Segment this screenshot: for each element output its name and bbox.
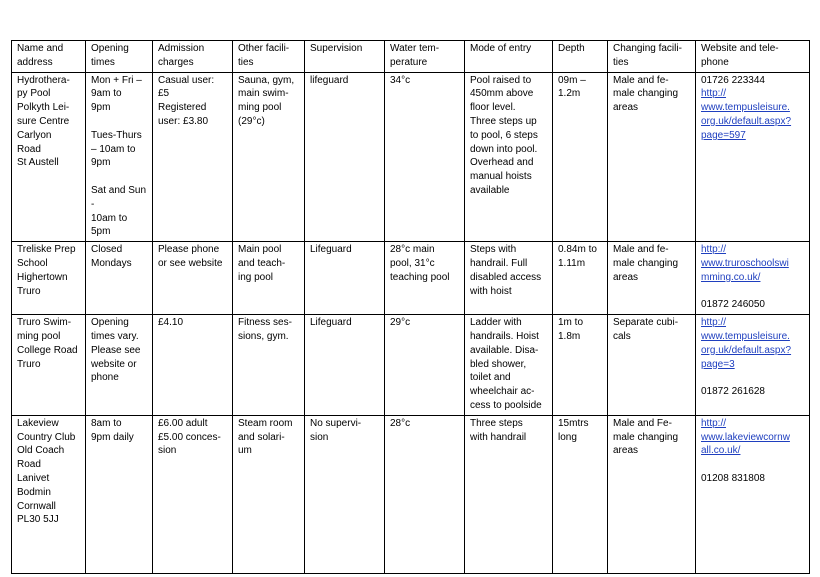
table-row [12, 315, 810, 416]
opening-times-cell: Closed Mondays [86, 242, 153, 315]
website-phone-cell [696, 315, 810, 416]
header-cell: Name and address [12, 41, 86, 73]
water-temperature-cell: 28°c [385, 415, 465, 573]
supervision-cell: Lifeguard [305, 242, 385, 315]
facilities-cell: Sauna, gym, main swim- ming pool (29°c) [233, 72, 305, 242]
admission-cell: £6.00 adult £5.00 conces- sion [153, 415, 233, 573]
name-address-cell: Treliske Prep School Highertown Truro [12, 242, 86, 315]
website-phone-cell [696, 415, 810, 573]
depth-cell: 09m – 1.2m [553, 72, 608, 242]
header-cell: Website and tele- phone [696, 41, 810, 73]
facilities-cell: Steam room and solari- um [233, 415, 305, 573]
facilities-cell: Main pool and teach- ing pool [233, 242, 305, 315]
supervision-cell: Lifeguard [305, 315, 385, 416]
table-header-row [12, 41, 810, 73]
website-link[interactable]: http:// www.tempusleisure. org.uk/default.aspx? page=597 [701, 88, 792, 141]
mode-of-entry-cell: Pool raised to 450mm above floor level. Three steps up to pool, 6 steps down into pool. Overhead and manual hoists available [465, 72, 553, 242]
header-cell: Depth [553, 41, 608, 73]
admission-cell: £4.10 [153, 315, 233, 416]
opening-times-cell: Mon + Fri – 9am to 9pm Tues-Thurs – 10am to 9pm Sat and Sun - 10am to 5pm [86, 72, 153, 242]
website-link[interactable]: http:// www.lakeviewcornw all.co.uk/ [701, 417, 790, 457]
website-phone-cell [696, 72, 810, 242]
changing-cell: Male and Fe- male changing areas [608, 415, 696, 573]
table-row [12, 72, 810, 242]
header-cell: Admission charges [153, 41, 233, 73]
phone-number: 01208 831808 [701, 472, 765, 484]
opening-times-cell: 8am to 9pm daily [86, 415, 153, 573]
header-cell: Opening times [86, 41, 153, 73]
header-cell: Supervision [305, 41, 385, 73]
document-page [11, 40, 809, 562]
water-temperature-cell: 34°c [385, 72, 465, 242]
mode-of-entry-cell: Ladder with handrails. Hoist available. Disa- bled shower, toilet and wheelchair ac- cess to poolside [465, 315, 553, 416]
header-cell: Mode of entry [465, 41, 553, 73]
name-address-cell: Lakeview Country Club Old Coach Road Lanivet Bodmin Cornwall PL30 5JJ [12, 415, 86, 573]
phone-number: 01726 223344 [701, 74, 765, 86]
depth-cell: 0.84m to 1.11m [553, 242, 608, 315]
table-row [12, 415, 810, 573]
name-address-cell: Hydrothera- py Pool Polkyth Lei- sure Centre Carlyon Road St Austell [12, 72, 86, 242]
swimming-pools-table [11, 40, 810, 574]
mode-of-entry-cell: Three steps with handrail [465, 415, 553, 573]
supervision-cell: No supervi- sion [305, 415, 385, 573]
website-phone-cell [696, 242, 810, 315]
website-link[interactable]: http:// www.truroschoolswi mming.co.uk/ [701, 244, 789, 283]
changing-cell: Male and fe- male changing areas [608, 72, 696, 242]
depth-cell: 15mtrs long [553, 415, 608, 573]
header-cell: Water tem- perature [385, 41, 465, 73]
facilities-cell: Fitness ses- sions, gym. [233, 315, 305, 416]
depth-cell: 1m to 1.8m [553, 315, 608, 416]
changing-cell: Male and fe- male changing areas [608, 242, 696, 315]
mode-of-entry-cell: Steps with handrail. Full disabled access with hoist [465, 242, 553, 315]
website-link[interactable]: http:// www.tempusleisure. org.uk/default.aspx? page=3 [701, 317, 792, 370]
water-temperature-cell: 29°c [385, 315, 465, 416]
phone-number: 01872 261628 [701, 386, 765, 398]
admission-cell: Casual user: £5 Registered user: £3.80 [153, 72, 233, 242]
table-row [12, 242, 810, 315]
water-temperature-cell: 28°c main pool, 31°c teaching pool [385, 242, 465, 315]
name-address-cell: Truro Swim- ming pool College Road Truro [12, 315, 86, 416]
phone-number: 01872 246050 [701, 299, 765, 311]
admission-cell: Please phone or see website [153, 242, 233, 315]
changing-cell: Separate cubi- cals [608, 315, 696, 416]
opening-times-cell: Opening times vary. Please see website or phone [86, 315, 153, 416]
header-cell: Other facili- ties [233, 41, 305, 73]
supervision-cell: lifeguard [305, 72, 385, 242]
header-cell: Changing facili- ties [608, 41, 696, 73]
